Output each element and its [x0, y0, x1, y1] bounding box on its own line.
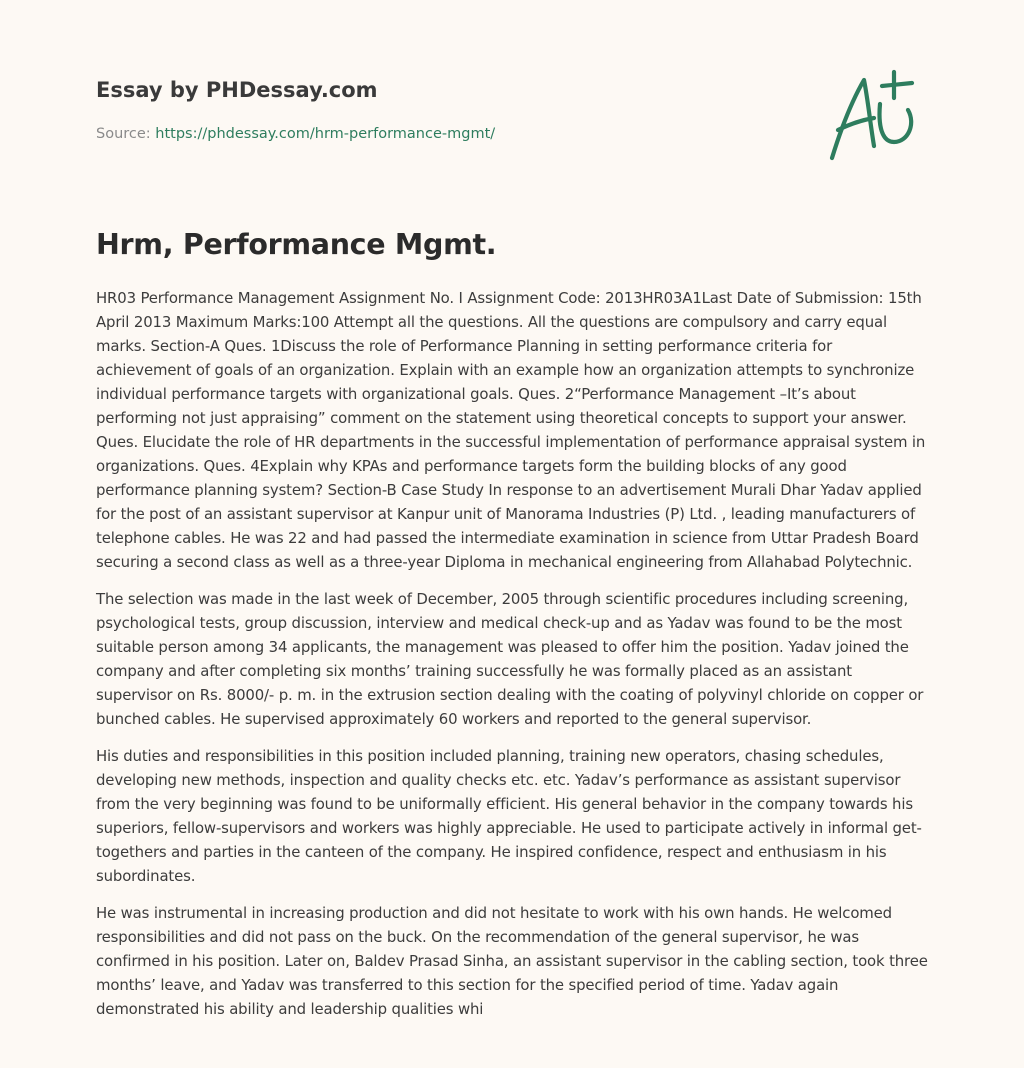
source-label: Source:: [96, 126, 156, 142]
paragraph: He was instrumental in increasing production and did not hesitate to work with his own hands. He welcomed responsibilities and did not pass on the buck. On the recommendation of the general supervisor, he was confirmed in his position. Later on, Baldev Prasad Sinha, an assistant supervisor in the cabling section, took three months’ leave, and Yadav was transferred to this section for the specified period of time. Yadav again demonstrated his ability and leadership qualities whi: [96, 904, 928, 1018]
brand-name: Essay by PHDessay.com: [96, 78, 378, 102]
source-link[interactable]: https://phdessay.com/hrm-performance-mgmt/: [155, 126, 496, 142]
article-body: [96, 286, 931, 1034]
paragraph: His duties and responsibilities in this position included planning, training new operators, chasing schedules, developing new methods, inspection and quality checks etc. etc. Yadav’s performance as assistant supervisor from the very beginning was found to be uniformally efficient. His general behavior in the company towards his superiors, fellow-supervisors and workers was highly appreciable. He used to participate actively in informal get-togethers and parties in the canteen of the company. He inspired confidence, respect and enthusiasm in his subordinates.: [96, 747, 922, 885]
paragraph: The selection was made in the last week of December, 2005 through scientific procedures including screening, psychological tests, group discussion, interview and medical check-up and as Yadav was found to be the most suitable person among 34 applicants, the management was pleased to offer him the position. Yadav joined the company and after completing six months’ training successfully he was formally placed as an assistant supervisor on Rs. 8000/- p. m. in the extrusion section dealing with the coating of polyvinyl chloride on copper or bunched cables. He supervised approximately 60 workers and reported to the general supervisor.: [96, 590, 924, 728]
source-line: [96, 124, 495, 144]
a-plus-grade-logo-icon: [824, 68, 928, 164]
paragraph: HR03 Performance Management Assignment No. I Assignment Code: 2013HR03A1Last Date of Submission: 15th April 2013 Maximum Marks:100 Attempt all the questions. All the questions are compulsory and carry equal marks. Section-A Ques. 1Discuss the role of Performance Planning in setting performance criteria for achievement of goals of an organization. Explain with an example how an organization attempts to synchronize individual performance targets with organizational goals. Ques. 2“Performance Management –It’s about performing not just appraising” comment on the statement using theoretical concepts to support your answer. Ques. Elucidate the role of HR departments in the successful implementation of performance appraisal system in organizations. Ques. 4Explain why KPAs and performance targets form the building blocks of any good performance planning system? Section-B Case Study In response to an advertisement Murali Dhar Yadav applied for the post of an assistant supervisor at Kanpur unit of Manorama Industries (P) Ltd. , leading manufacturers of telephone cables. He was 22 and had passed the intermediate examination in science from Uttar Pradesh Board securing a second class as well as a three-year Diploma in mechanical engineering from Allahabad Polytechnic.: [96, 289, 926, 571]
article-title: Hrm, Performance Mgmt.: [96, 228, 497, 261]
page-header: [96, 76, 936, 176]
